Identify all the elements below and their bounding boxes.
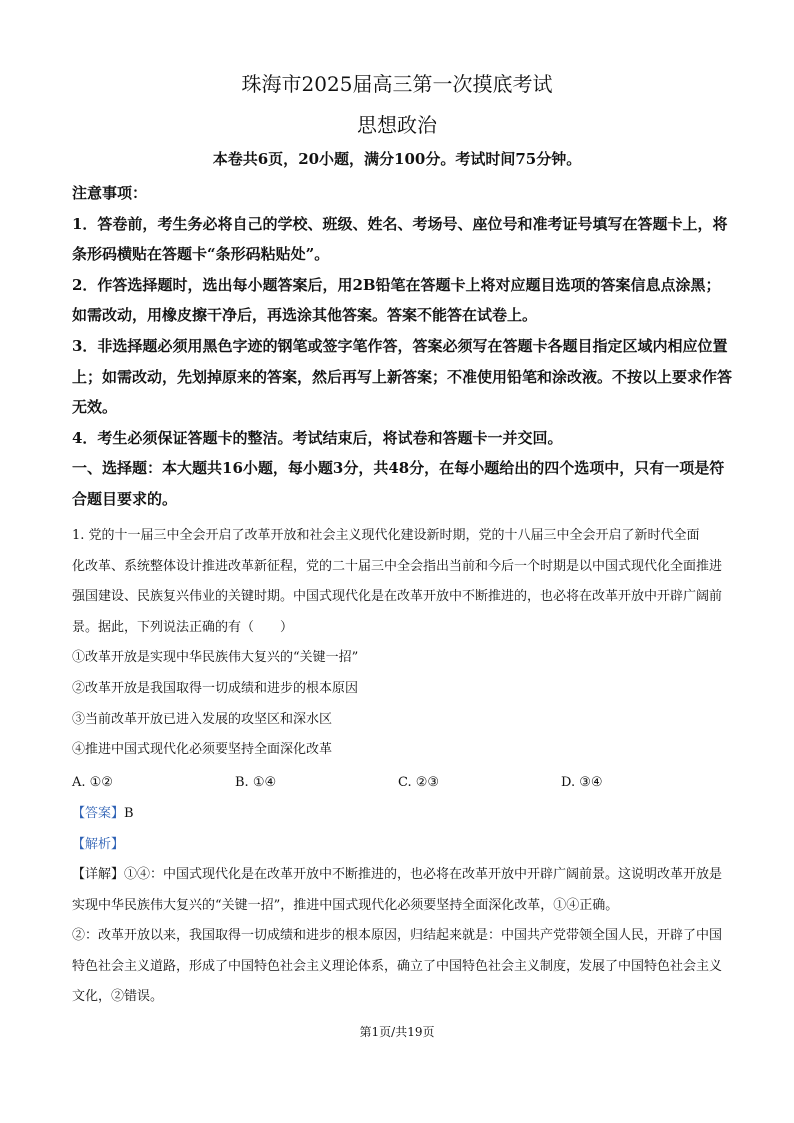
- instructions: [72, 178, 732, 515]
- instruction-item: 1．答卷前，考生务必将自己的学校、班级、姓名、考场号、座位号和准考证号填写在答题卡上，将条形码横贴在答题卡“条形码粘贴处”。: [72, 214, 728, 264]
- statement-item: ③当前改革开放已进入发展的攻坚区和深水区: [72, 711, 333, 727]
- option-c: C. ②③: [398, 775, 440, 790]
- option-a: A. ①②: [72, 775, 113, 790]
- answer-line: [72, 799, 724, 830]
- answer-block: [72, 799, 724, 860]
- detail-paragraph-2: ②：改革开放以来，我国取得一切成绩和进步的根本原因，归结起来就是：中国共产党带领全国人民，开辟了中国特色社会主义道路，形成了中国特色社会主义理论体系，确立了中国特色社会主义制度，发展了中国特色社会主义文化，②错误。: [72, 928, 723, 1005]
- detail-text: ①④：中国式现代化是在改革开放中不断推进的，也必将在改革开放中开辟广阔前景。这说明改革开放是实现中华民族伟大复兴的“关键一招”，推进中国式现代化必须要坚持全面深化改革，①④正确。: [72, 867, 723, 913]
- instruction-item: 4．考生必须保证答题卡的整洁。考试结束后，将试卷和答题卡一并交回。: [72, 428, 563, 447]
- section-heading: 一、选择题：本大题共16小题，每小题3分，共48分，在每小题给出的四个选项中，只有一项是符合题目要求的。: [72, 459, 725, 508]
- exam-title: 珠海市2025届高三第一次摸底考试: [241, 72, 553, 96]
- instruction-item: 3．非选择题必须用黑色字迹的钢笔或签字笔作答，答案必须写在答题卡各题目指定区域内相应位置上；如需改动，先划掉原来的答案，然后再写上新答案；不准使用铅笔和涂改液。不按以上要求作答无效。: [72, 336, 733, 417]
- instruction-item: 2．作答选择题时，选出每小题答案后，用2B铅笔在答题卡上将对应题目选项的答案信息点涂黑；如需改动，用橡皮擦干净后，再选涂其他答案。答案不能答在试卷上。: [72, 275, 721, 325]
- instructions-heading: 注意事项：: [72, 184, 148, 202]
- detail-analysis: [72, 860, 724, 1013]
- analysis-line: [72, 830, 724, 861]
- option-b: B. ①④: [235, 775, 277, 790]
- analysis-tag: 【解析】: [72, 836, 125, 852]
- subject-title: 思想政治: [357, 113, 437, 137]
- page-number: 第1页/共19页: [359, 1025, 435, 1039]
- detail-paragraph: [72, 860, 724, 921]
- question-1: [72, 521, 724, 766]
- exam-info: 本卷共6页，20小题，满分100分。考试时间75分钟。: [212, 150, 582, 168]
- option-d: D. ③④: [561, 775, 603, 790]
- statement-item: ④推进中国式现代化必须要坚持全面深化改革: [72, 742, 333, 758]
- statement-item: ①改革开放是实现中华民族伟大复兴的“关键一招”: [72, 650, 359, 666]
- detail-tag: 【详解】: [72, 867, 125, 882]
- answer-tag: 【答案】: [72, 806, 125, 821]
- answer-value: B: [124, 806, 134, 821]
- question-stem: 1. 党的十一届三中全会开启了改革开放和社会主义现代化建设新时期，党的十八届三中全会开启了新时代全面 化改革、系统整体设计推进改革新征程，党的二十届三中全会指出当前和今后一个时期是以中国式现代化全面推进强国建设、民族复兴伟业的关键时期。中国式现代化是在改革开放中不断推进的，也必将在改革开放中开辟广阔前景。据此，下列说法正确的有（ ）: [72, 528, 723, 635]
- answer-options: [72, 768, 724, 798]
- statement-item: ②改革开放是我国取得一切成绩和进步的根本原因: [72, 680, 359, 696]
